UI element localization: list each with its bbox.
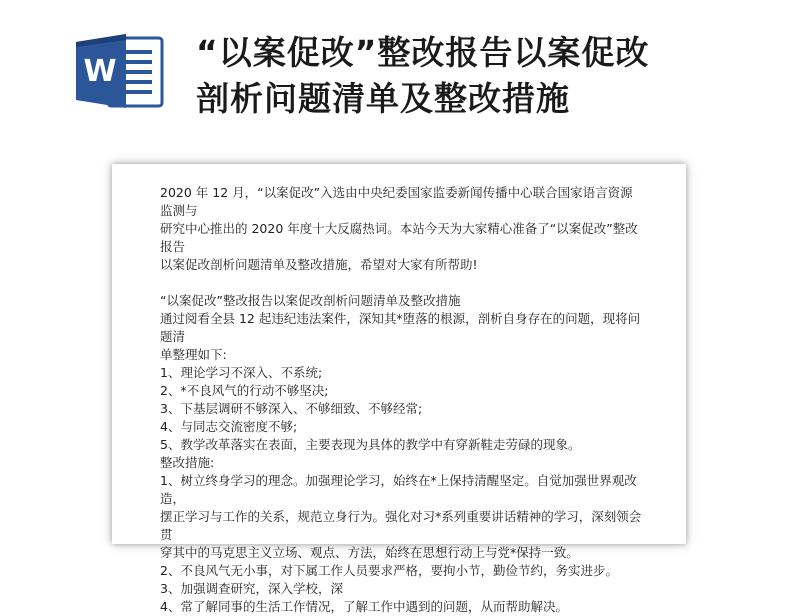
body-line: 2、*不良风气的行动不够坚决; [160, 383, 329, 398]
word-logo-letter: W [83, 54, 117, 89]
body-line: 通过阅看全县 12 起违纪违法案件，深知其*堕落的根源，剖析自身存在的问题，现将问题清 [160, 311, 641, 344]
body-line: 4、与同志交流密度不够; [160, 419, 298, 434]
body-line: 4、常了解同事的生活工作情况，了解工作中遇到的问题，从而帮助解决。 [160, 599, 568, 614]
title-line-1: “以案促改”整改报告以案促改 [196, 33, 650, 72]
document-page [112, 164, 686, 614]
intro-line: 以案促改剖析问题清单及整改措施，希望对大家有所帮助! [160, 257, 478, 272]
body-line: 3、下基层调研不够深入、不够细致、不够经常; [160, 401, 423, 416]
body-line: 1、树立终身学习的理念。加强理论学习，始终在*上保持清醒坚定。自觉加强世界观改造， [160, 473, 637, 506]
body-line: 1、理论学习不深入、不系统; [160, 365, 323, 380]
body-line: 单整理如下: [160, 347, 227, 362]
body-line: 摆正学习与工作的关系，规范立身行为。强化对习*系列重要讲话精神的学习，深刻领会贯 [160, 509, 642, 542]
body-line: 5、教学改革落实在表面，主要表现为具体的教学中有穿新鞋走劳碌的现象。 [160, 437, 581, 452]
body-line: 整改措施: [160, 455, 215, 470]
title-line-2: 剖析问题清单及整改措施 [196, 79, 570, 118]
body-line: “以案促改”整改报告以案促改剖析问题清单及整改措施 [160, 293, 461, 308]
body-line: 2、不良风气无小事，对下属工作人员要求严格，要拘小节，勤俭节约，务实进步。 [160, 563, 618, 578]
intro-line: 2020 年 12 月，“以案促改”入选由中央纪委国家监委新闻传播中心联合国家语言资源监测与 [160, 185, 633, 218]
document-content [160, 184, 644, 616]
body-line: 3、加强调查研究，深入学校，深 [160, 581, 343, 596]
body-line: 穿其中的马克思主义立场、观点、方法，始终在思想行动上与党*保持一致。 [160, 545, 579, 560]
intro-line: 研究中心推出的 2020 年度十大反腐热词。本站今天为大家精心准备了“以案促改”整改报告 [160, 221, 638, 254]
paragraph-gap [160, 274, 644, 292]
page-title [196, 30, 786, 122]
word-document-icon [74, 32, 166, 110]
